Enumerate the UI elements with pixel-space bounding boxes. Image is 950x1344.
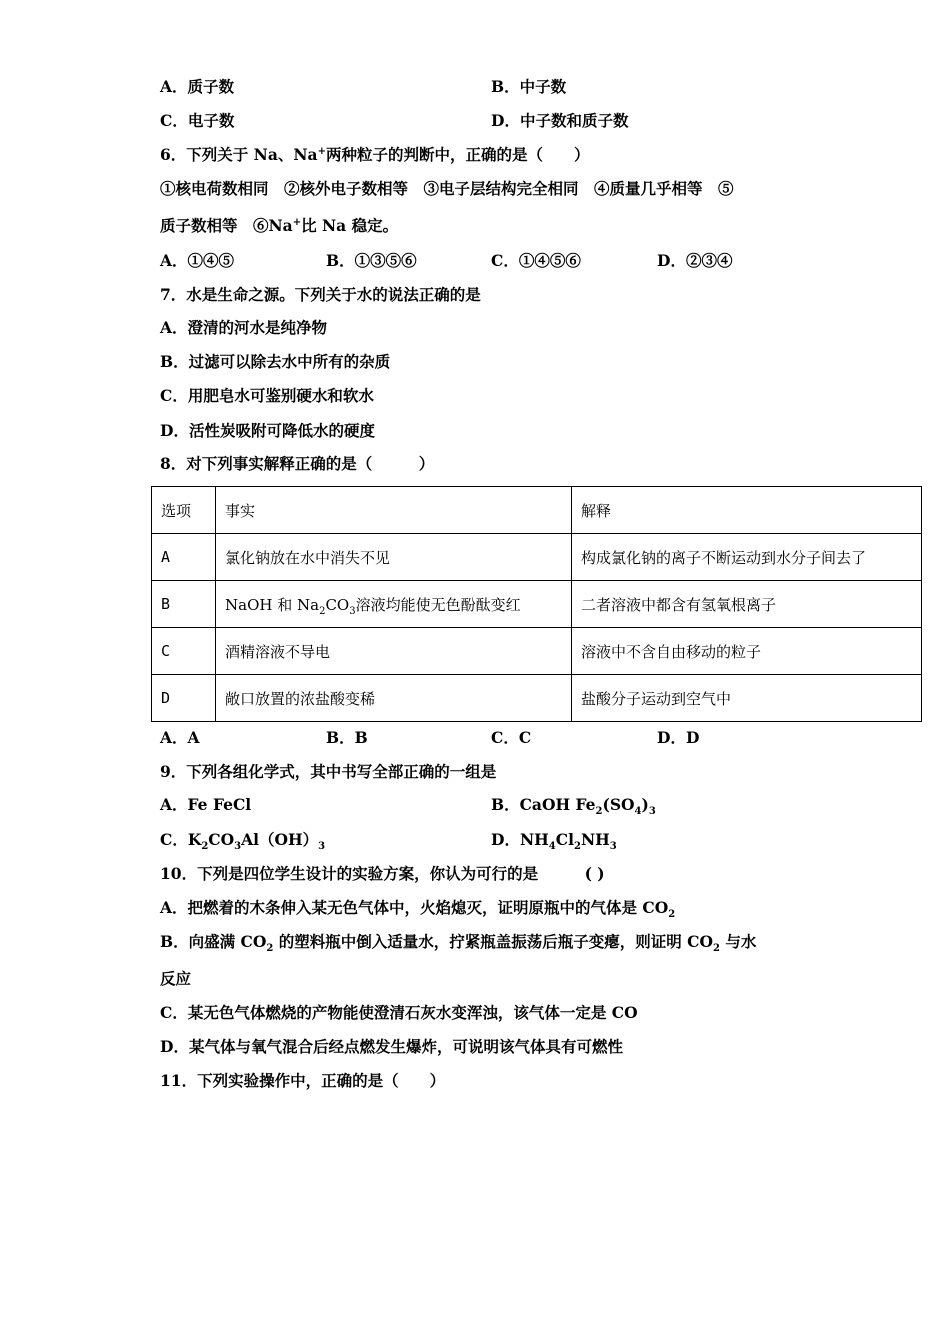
row-option: C — [152, 628, 216, 675]
q8-option-d: D．D — [657, 728, 700, 747]
table-row — [152, 581, 922, 628]
q5-option-b: B．中子数 — [491, 77, 567, 96]
q10-stem: 10．下列是四位学生设计的实验方案，你认为可行的是 ( ) — [160, 864, 605, 883]
row-fact: 酒精溶液不导电 — [216, 628, 572, 675]
row-option: A — [152, 534, 216, 581]
q9-option-c: C．$K_2CO_3Al(OH)_3$ — [160, 830, 326, 853]
q6-option-b: B．①③⑤⑥ — [326, 251, 417, 270]
q10-option-c: C．某无色气体燃烧的产物能使澄清石灰水变浑浊，该气体一定是 CO — [160, 1003, 638, 1022]
q8-option-b: B．B — [326, 728, 368, 747]
row-explanation: 构成氯化钠的离子不断运动到水分子间去了 — [572, 534, 922, 581]
q9-stem: 9．下列各组化学式，其中书写全部正确的一组是 — [160, 762, 497, 781]
header-explanation: 解释 — [572, 487, 922, 534]
q8-option-c: C．C — [491, 728, 532, 747]
q6-option-a: A．①④⑤ — [160, 251, 235, 270]
table-row — [152, 628, 922, 675]
row-option: B — [152, 581, 216, 628]
row-fact: NaOH 和 $Na_2CO_3$溶液均能使无色酚酞变红 — [216, 581, 572, 628]
row-fact: 敞口放置的浓盐酸变稀 — [216, 675, 572, 722]
q8-stem: 8．对下列事实解释正确的是（ ） — [160, 454, 435, 473]
q10-option-d: D．某气体与氧气混合后经点燃发生爆炸，可说明该气体具有可燃性 — [160, 1037, 623, 1056]
table-row — [152, 534, 922, 581]
q5-option-a: A．质子数 — [160, 77, 235, 96]
row-fact: 氯化钠放在水中消失不见 — [216, 534, 572, 581]
q6-option-c: C．①④⑤⑥ — [491, 251, 581, 270]
row-explanation: 溶液中不含自由移动的粒子 — [572, 628, 922, 675]
q7-option-d: D．活性炭吸附可降低水的硬度 — [160, 421, 375, 440]
q7-option-b: B．过滤可以除去水中所有的杂质 — [160, 352, 391, 371]
q9-option-a: A．Fe FeCl — [160, 795, 252, 814]
header-fact: 事实 — [216, 487, 572, 534]
q5-option-d: D．中子数和质子数 — [491, 111, 629, 130]
q10-option-b: B．向盛满 $CO_2$ 的塑料瓶中倒入适量水，拧紧瓶盖振荡后瓶子变瘪，则证明 $CO_2$ 与水 — [160, 932, 757, 955]
table-row — [152, 675, 922, 722]
row-explanation: 盐酸分子运动到空气中 — [572, 675, 922, 722]
q10-option-a: A．把燃着的木条伸入某无色气体中，火焰熄灭，证明原瓶中的气体是 $CO_2$ — [160, 898, 676, 921]
q9-option-b: B．CaOH $Fe_2(SO_4)_3$ — [491, 795, 656, 818]
q9-option-d: D．$NH_4Cl_2NH_3$ — [491, 830, 617, 853]
q6-statements-line1: ①核电荷数相同 ②核外电子数相等 ③电子层结构完全相同 ④质量几乎相等 ⑤ — [160, 179, 734, 198]
table-header-row — [152, 487, 922, 534]
q6-stem: 6．下列关于 Na、Na+两种粒子的判断中，正确的是（ ） — [160, 145, 590, 164]
q7-option-c: C．用肥皂水可鉴别硬水和软水 — [160, 386, 374, 405]
header-option: 选项 — [152, 487, 216, 534]
row-explanation: 二者溶液中都含有氢氧根离子 — [572, 581, 922, 628]
q11-stem: 11．下列实验操作中，正确的是（ ） — [160, 1071, 446, 1090]
q7-stem: 7．水是生命之源。下列关于水的说法正确的是 — [160, 285, 481, 304]
q6-option-d: D．②③④ — [657, 251, 733, 270]
q10-option-b-continuation: 反应 — [160, 969, 192, 988]
row-option: D — [152, 675, 216, 722]
q8-table — [151, 486, 922, 722]
q7-option-a: A．澄清的河水是纯净物 — [160, 318, 328, 337]
q5-option-c: C．电子数 — [160, 111, 235, 130]
q6-statements-line2: 质子数相等 ⑥Na+比 Na 稳定。 — [160, 216, 399, 235]
q8-option-a: A．A — [160, 728, 200, 747]
